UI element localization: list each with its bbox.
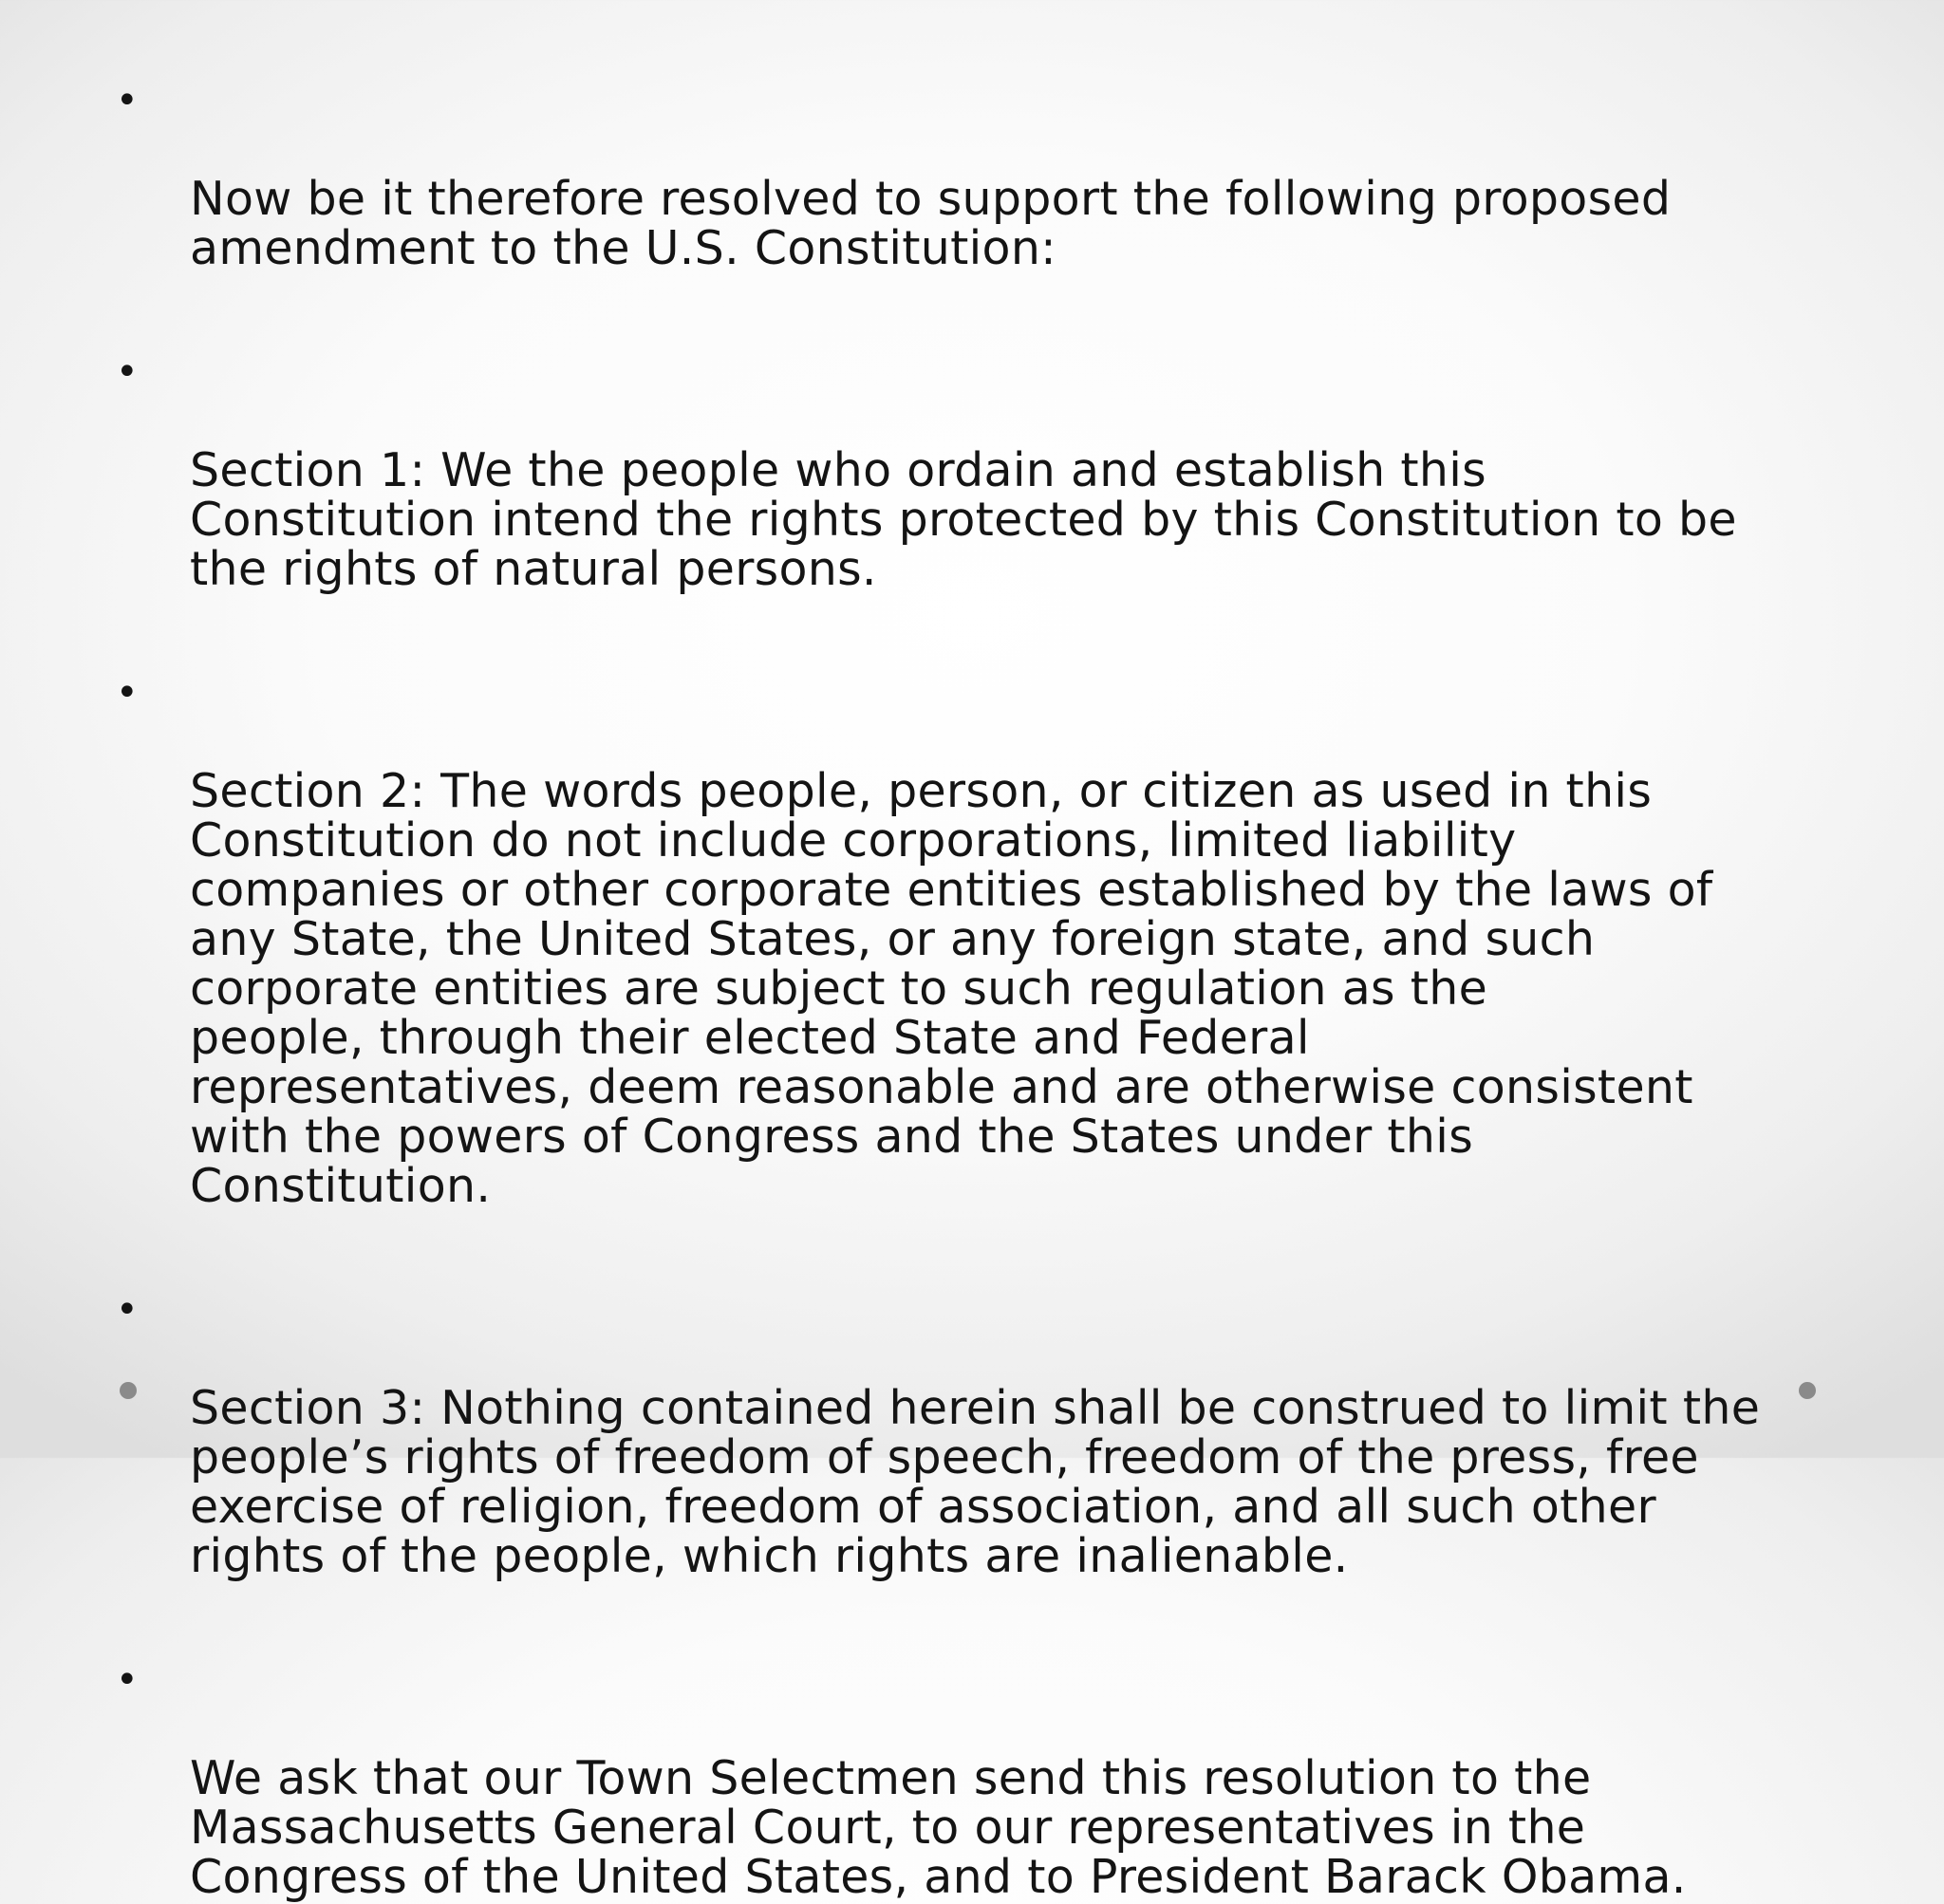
bullet-list [114, 76, 1841, 1902]
bullet-section-2 [114, 668, 1841, 1211]
bullet-text: Section 2: The words people, person, or citizen as used in this Constitution do not include corporations, limited liability companies or other corporate entities established by the laws of any State, the United States, or any foreign state, and such corporate entities are subject to such regulation as the people, through their elected State and Federal representatives, deem reasonable and are otherwise consistent with the powers of Congress and the States under this Constitution. [190, 764, 1713, 1213]
bullet-section-3 [114, 1285, 1841, 1581]
bullet-text: Section 3: Nothing contained herein shall be construed to limit the people’s rights of freedom of speech, freedom of the press, free exercise of religion, freedom of association, and all such other rights of the people, which rights are inalienable. [190, 1381, 1761, 1583]
bullet-section-1 [114, 347, 1841, 594]
bullet-icon: • [116, 671, 139, 715]
bullet-text: Section 1: We the people who ordain and establish this Constitution intend the rights protected by this Constitution to be the rights of natural persons. [190, 443, 1737, 596]
bullet-icon: • [116, 1288, 139, 1332]
bullet-icon: • [116, 350, 139, 394]
bullet-icon: • [116, 1658, 139, 1702]
decorative-dot-icon [120, 1382, 137, 1399]
bullet-text: We ask that our Town Selectmen send this resolution to the Massachusetts General Court, to our representatives in the Congress of the United States, and to President Barack Obama. [190, 1751, 1687, 1904]
bullet-resolution [114, 76, 1841, 273]
bullet-text: Now be it therefore resolved to support the following proposed amendment to the U.S. Constitution: [190, 172, 1672, 275]
decorative-dot-icon [1799, 1382, 1816, 1399]
bullet-icon: • [116, 79, 139, 122]
bullet-request [114, 1655, 1841, 1902]
